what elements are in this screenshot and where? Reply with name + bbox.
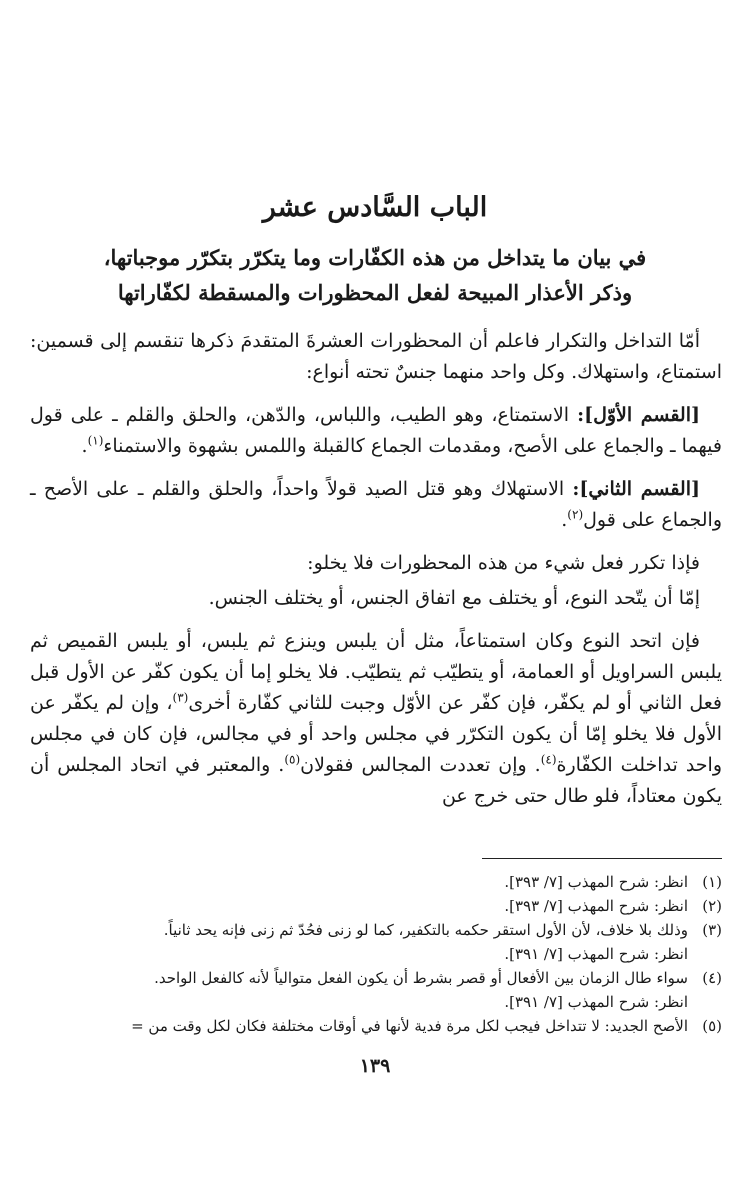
repetition-text-c: . وإن تعددت المجالس فقولان bbox=[300, 754, 541, 776]
footnote-text: انظر: شرح المهذب [٧/ ٣٩٣]. bbox=[504, 873, 688, 891]
page-number: ١٣٩ bbox=[359, 1055, 391, 1077]
section-two-end: . bbox=[561, 509, 568, 531]
footnote-item bbox=[30, 894, 722, 918]
footnote-ref-1[interactable]: (١) bbox=[87, 433, 104, 448]
footnote-item bbox=[30, 918, 722, 966]
footnote-text: الأصح الجديد: لا تتداخل فيجب لكل مرة فدية لأنها في أوقات مختلفة فكان لكل وقت من = bbox=[131, 1017, 688, 1035]
footnote-item bbox=[30, 870, 722, 894]
section-one-end: . bbox=[81, 435, 88, 457]
body-text bbox=[30, 326, 722, 812]
section-two-text: الاستهلاك وهو قتل الصيد قولاً واحداً، والحلق والقلم ـ على الأصح ـ والجماع على قول bbox=[30, 478, 722, 531]
footnote-ref-2[interactable]: (٢) bbox=[567, 507, 584, 522]
repetition-text-b: ، وإن لم يكفّر عن الأول فلا يخلو إمّا أن يكون التكرّر في مجلس واحد أو في مجالس، فإن كان في مجلس واحد تداخلت الكفّارة bbox=[30, 692, 722, 776]
footnote-text: انظر: شرح المهذب [٧/ ٣٩٣]. bbox=[504, 897, 688, 915]
if-repeated-paragraph: فإذا تكرر فعل شيء من هذه المحظورات فلا يخلو: bbox=[307, 552, 700, 574]
repetition-paragraph bbox=[30, 626, 722, 812]
footnote-item bbox=[30, 966, 722, 1014]
footnote-divider bbox=[482, 858, 722, 859]
footnote-ref-4[interactable]: (٤) bbox=[540, 752, 557, 767]
chapter-title: الباب السَّادس عشر bbox=[262, 192, 488, 223]
footnote-text: وذلك بلا خلاف، لأن الأول استقر حكمه بالتكفير، كما لو زنى فحُدّ ثم زنى فإنه يحد ثانياً. bbox=[163, 921, 688, 939]
subtitle-line-2: وذكر الأعذار المبيحة لفعل المحظورات والمسقطة لكفّاراتها bbox=[117, 280, 633, 305]
footnote-number: (٣) bbox=[702, 921, 722, 939]
cases-paragraph: إمّا أن يتّحد النوع، أو يختلف مع اتفاق الجنس، أو يختلف الجنس. bbox=[208, 587, 700, 609]
section-one-text: الاستمتاع، وهو الطيب، واللباس، والدّهن، والحلق والقلم ـ على قول فيهما ـ والجماع على الأصح، ومقدمات الجماع كالقبلة واللمس بشهوة والاستمناء bbox=[30, 404, 722, 457]
footnote-item bbox=[30, 1014, 722, 1038]
footnotes-list bbox=[30, 870, 722, 1038]
footnote-number: (٢) bbox=[702, 897, 722, 915]
footnote-ref-5[interactable]: (٥) bbox=[284, 752, 301, 767]
subtitle-line-1: في بيان ما يتداخل من هذه الكفّارات وما يتكرّر بتكرّر موجباتها، bbox=[103, 245, 647, 270]
footnote-text: سواء طال الزمان بين الأفعال أو قصر بشرط أن يكون الفعل متوالياً لأنه كالفعل الواحد. bbox=[154, 969, 688, 987]
footnote-number: (١) bbox=[702, 873, 722, 891]
section-one-paragraph bbox=[30, 400, 722, 462]
section-one-label: [القسم الأوّل]: bbox=[577, 404, 700, 426]
footnote-ref-3[interactable]: (٣) bbox=[172, 690, 189, 705]
footnote-number: (٥) bbox=[702, 1017, 722, 1035]
footnote-reference: انظر: شرح المهذب [٧/ ٣٩١]. bbox=[504, 945, 688, 963]
repetition-text-a: فإن اتحد النوع وكان استمتاعاً، مثل أن يلبس وينزع ثم يلبس، أو يلبس القميص ثم يلبس السراويل أو العمامة، أو يتطيّب ثم يتطيّب. فلا يخلو إما أن يكون كفّر عن الأول قبل فعل الثاني أو لم يكفّر، فإن كفّر عن الأوّل وجبت للثاني كفّارة أخرى bbox=[30, 630, 723, 714]
intro-paragraph: أمّا التداخل والتكرار فاعلم أن المحظورات العشرةَ المتقدمَ ذكرها تنقسم إلى قسمين: استمتاع، واستهلاك. وكل واحد منهما جنسٌ تحته أنواع: bbox=[30, 330, 722, 383]
repetition-text-d: . والمعتبر في اتحاد المجلس أن يكون معتاداً، فلو طال حتى خرج عن bbox=[30, 754, 722, 807]
section-two-label: [القسم الثاني]: bbox=[572, 478, 700, 500]
chapter-subtitle bbox=[60, 240, 690, 310]
footnote-number: (٤) bbox=[702, 969, 722, 987]
section-two-paragraph bbox=[30, 474, 722, 536]
footnote-reference: انظر: شرح المهذب [٧/ ٣٩١]. bbox=[504, 993, 688, 1011]
